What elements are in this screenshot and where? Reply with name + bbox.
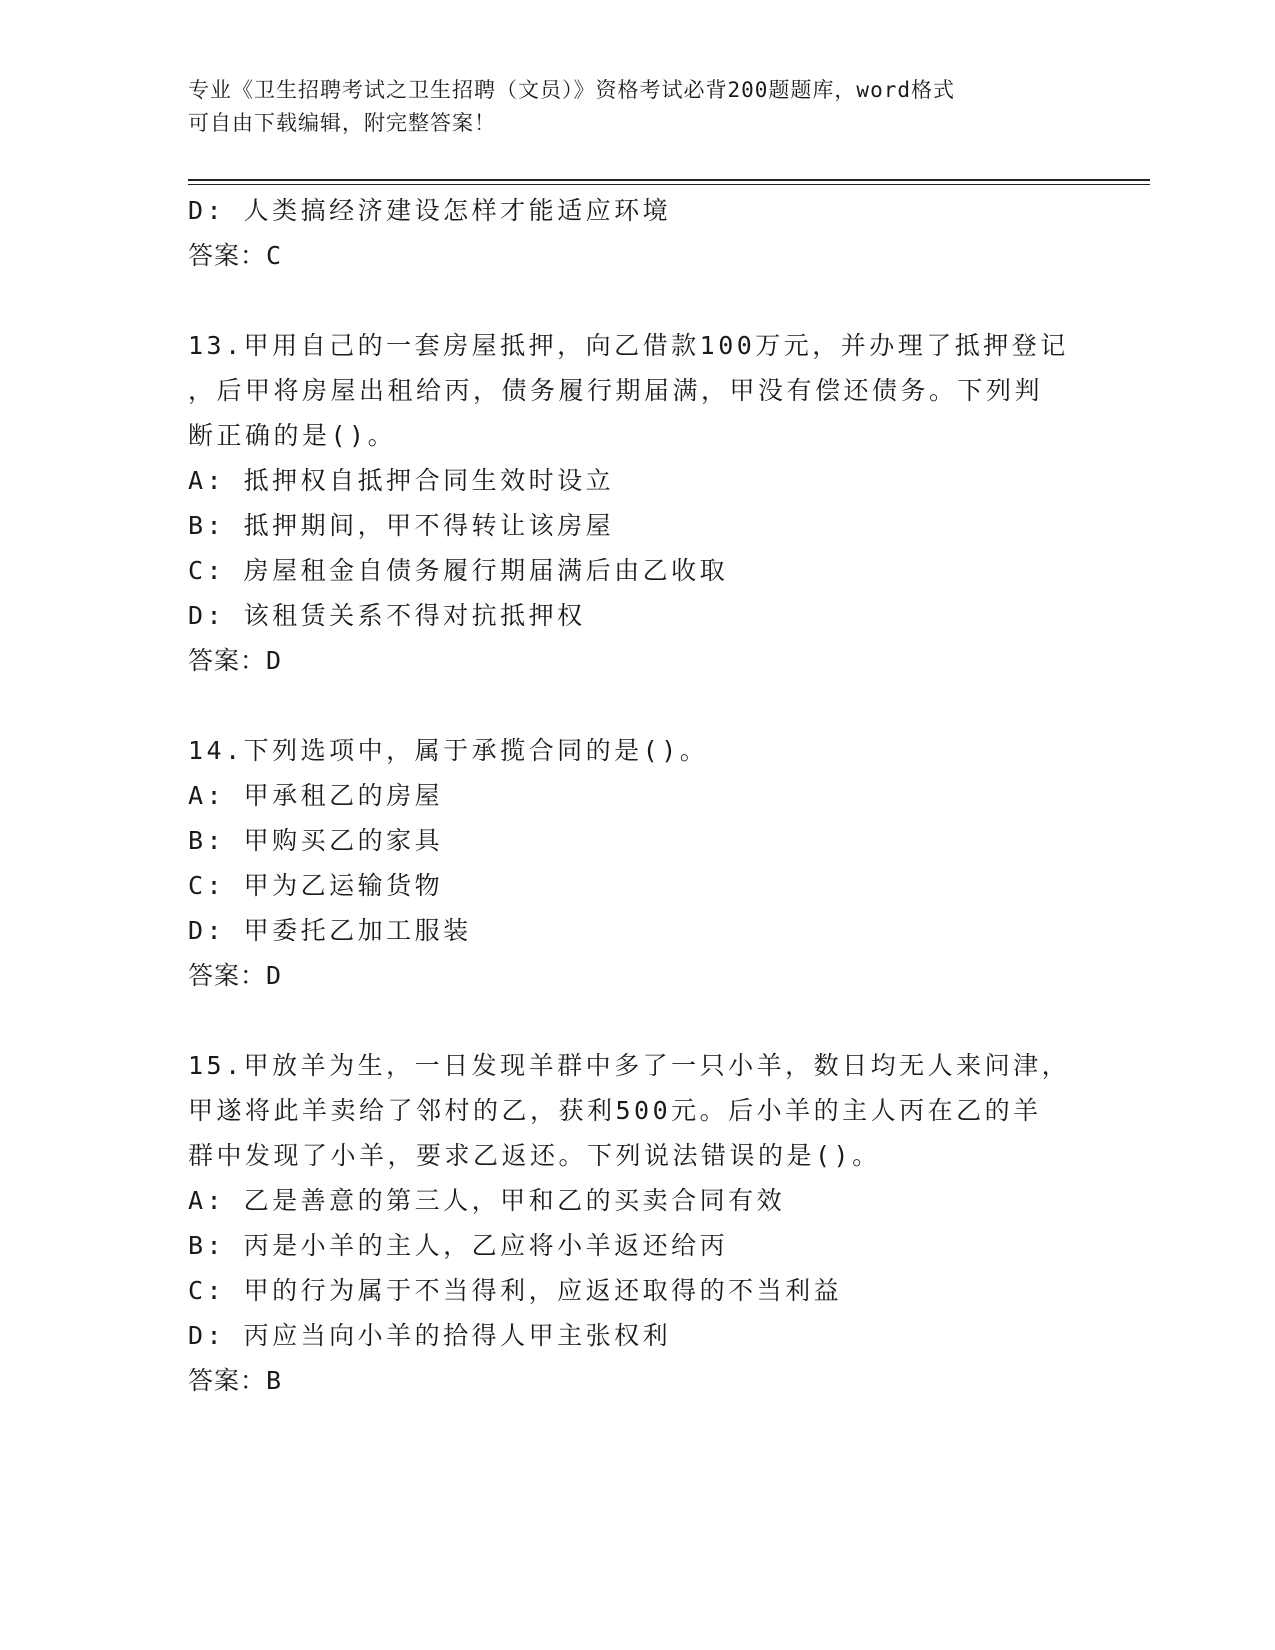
- question-12-tail: [188, 188, 1088, 278]
- option-c: C: 甲的行为属于不当得利，应返还取得的不当利益: [188, 1276, 843, 1305]
- question-content: [188, 188, 1088, 1403]
- option-a: A: 甲承租乙的房屋: [188, 781, 444, 810]
- option-c: C: 房屋租金自债务履行期届满后由乙收取: [188, 556, 729, 585]
- option-d: D: 该租赁关系不得对抗抵押权: [188, 601, 586, 630]
- answer-line: 答案：B: [188, 1366, 283, 1395]
- answer-line: 答案：C: [188, 241, 283, 270]
- header-line-2: 可自由下载编辑，附完整答案！: [188, 111, 496, 135]
- header-line-1: 专业《卫生招聘考试之卫生招聘（文员）》资格考试必背200题题库，word格式: [188, 78, 955, 102]
- spacer: [188, 278, 1088, 323]
- question-stem-line: 13.甲用自己的一套房屋抵押，向乙借款100万元，并办理了抵押登记: [188, 331, 1069, 360]
- page-header: [188, 74, 1068, 140]
- question-stem-line: 断正确的是()。: [188, 421, 397, 450]
- header-divider-thick: [188, 179, 1150, 181]
- option-c: C: 甲为乙运输货物: [188, 871, 444, 900]
- option-d: D: 人类搞经济建设怎样才能适应环境: [188, 196, 672, 225]
- answer-line: 答案：D: [188, 961, 283, 990]
- option-b: B: 甲购买乙的家具: [188, 826, 444, 855]
- question-13: [188, 323, 1088, 683]
- option-b: B: 抵押期间，甲不得转让该房屋: [188, 511, 615, 540]
- question-14: [188, 728, 1088, 998]
- option-b: B: 丙是小羊的主人，乙应将小羊返还给丙: [188, 1231, 729, 1260]
- spacer: [188, 683, 1088, 728]
- option-a: A: 乙是善意的第三人，甲和乙的买卖合同有效: [188, 1186, 786, 1215]
- answer-line: 答案：D: [188, 646, 283, 675]
- question-stem-line: 14.下列选项中，属于承揽合同的是()。: [188, 736, 709, 765]
- question-stem-line: ，后甲将房屋出租给丙，债务履行期届满，甲没有偿还债务。下列判: [188, 376, 1044, 405]
- question-stem-line: 甲遂将此羊卖给了邻村的乙，获利500元。后小羊的主人丙在乙的羊: [188, 1096, 1042, 1125]
- spacer: [188, 998, 1088, 1043]
- option-a: A: 抵押权自抵押合同生效时设立: [188, 466, 615, 495]
- question-stem-line: 15.甲放羊为生，一日发现羊群中多了一只小羊，数日均无人来问津，: [188, 1051, 1071, 1080]
- option-d: D: 甲委托乙加工服装: [188, 916, 472, 945]
- option-d: D: 丙应当向小羊的拾得人甲主张权利: [188, 1321, 672, 1350]
- question-stem-line: 群中发现了小羊，要求乙返还。下列说法错误的是()。: [188, 1141, 881, 1170]
- header-divider-thin: [188, 184, 1150, 185]
- question-15: [188, 1043, 1088, 1403]
